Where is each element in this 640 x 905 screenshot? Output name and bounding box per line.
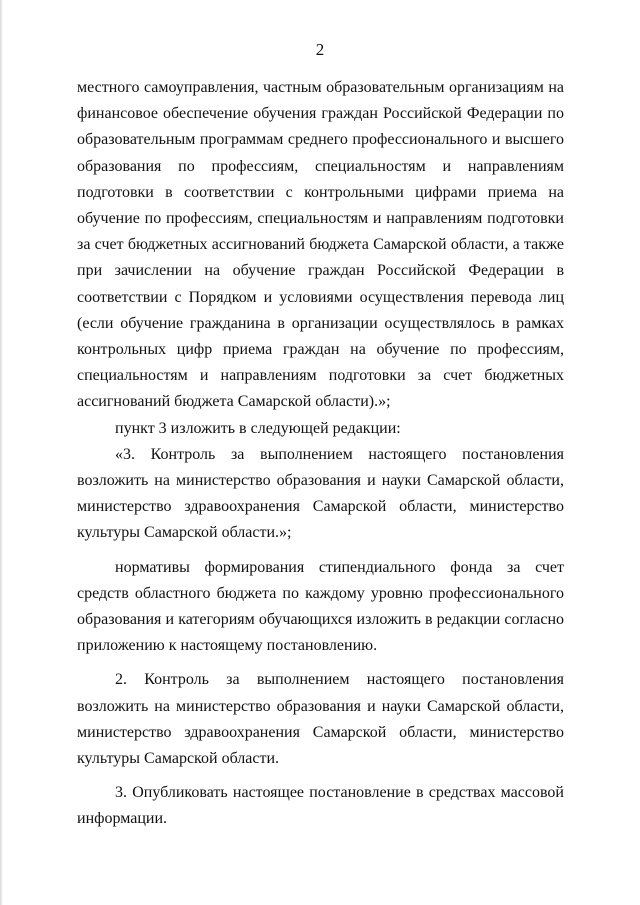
paragraph-point-3-intro: пункт 3 изложить в следующей редакции: [115, 419, 401, 437]
document-body [77, 75, 564, 833]
scan-edge-shadow [0, 0, 3, 905]
paragraph-stipend-norms: нормативы формирования стипендиального фонда за счет средств областного бюджета по каждому уровню профессионального образования и категориям обучающихся изложить в редакции согласно приложению к настоящему постановлению. [77, 558, 564, 655]
page-number: 2 [315, 40, 325, 59]
paragraph-continuation: местного самоуправления, частным образовательным организациям на финансовое обеспечение обучения граждан Российской Федерации по образовательным программам среднего профессионального и высшего образования по профессиям, специальностям и направлениям подготовки в соответствии с контрольными цифрами приема на обучение по профессиям, специальностям и направлениям подготовки за счет бюджетных ассигнований бюджета Самарской области, а также при зачислении на обучение граждан Российской Федерации в соответствии с Порядком и условиями осуществления перевода лиц (если обучение гражданина в организации осуществлялось в рамках контрольных цифр приема граждан на обучение по профессиям, специальностям и направлениям подготовки за счет бюджетных ассигнований бюджета Самарской области).»; [77, 79, 564, 411]
paragraph-point-3-text: «3. Контроль за выполнением настоящего постановления возложить на министерство образования и науки Самарской области, министерство здравоохранения Самарской области, министерство культуры Самарской области.»; [77, 445, 564, 542]
paragraph-item-3: 3. Опубликовать настоящее постановление в средствах массовой информации. [77, 784, 564, 828]
paragraph-item-2: 2. Контроль за выполнением настоящего постановления возложить на министерство образования и науки Самарской области, министерство здравоохранения Самарской области, министерство культуры Самарской области. [77, 671, 564, 768]
